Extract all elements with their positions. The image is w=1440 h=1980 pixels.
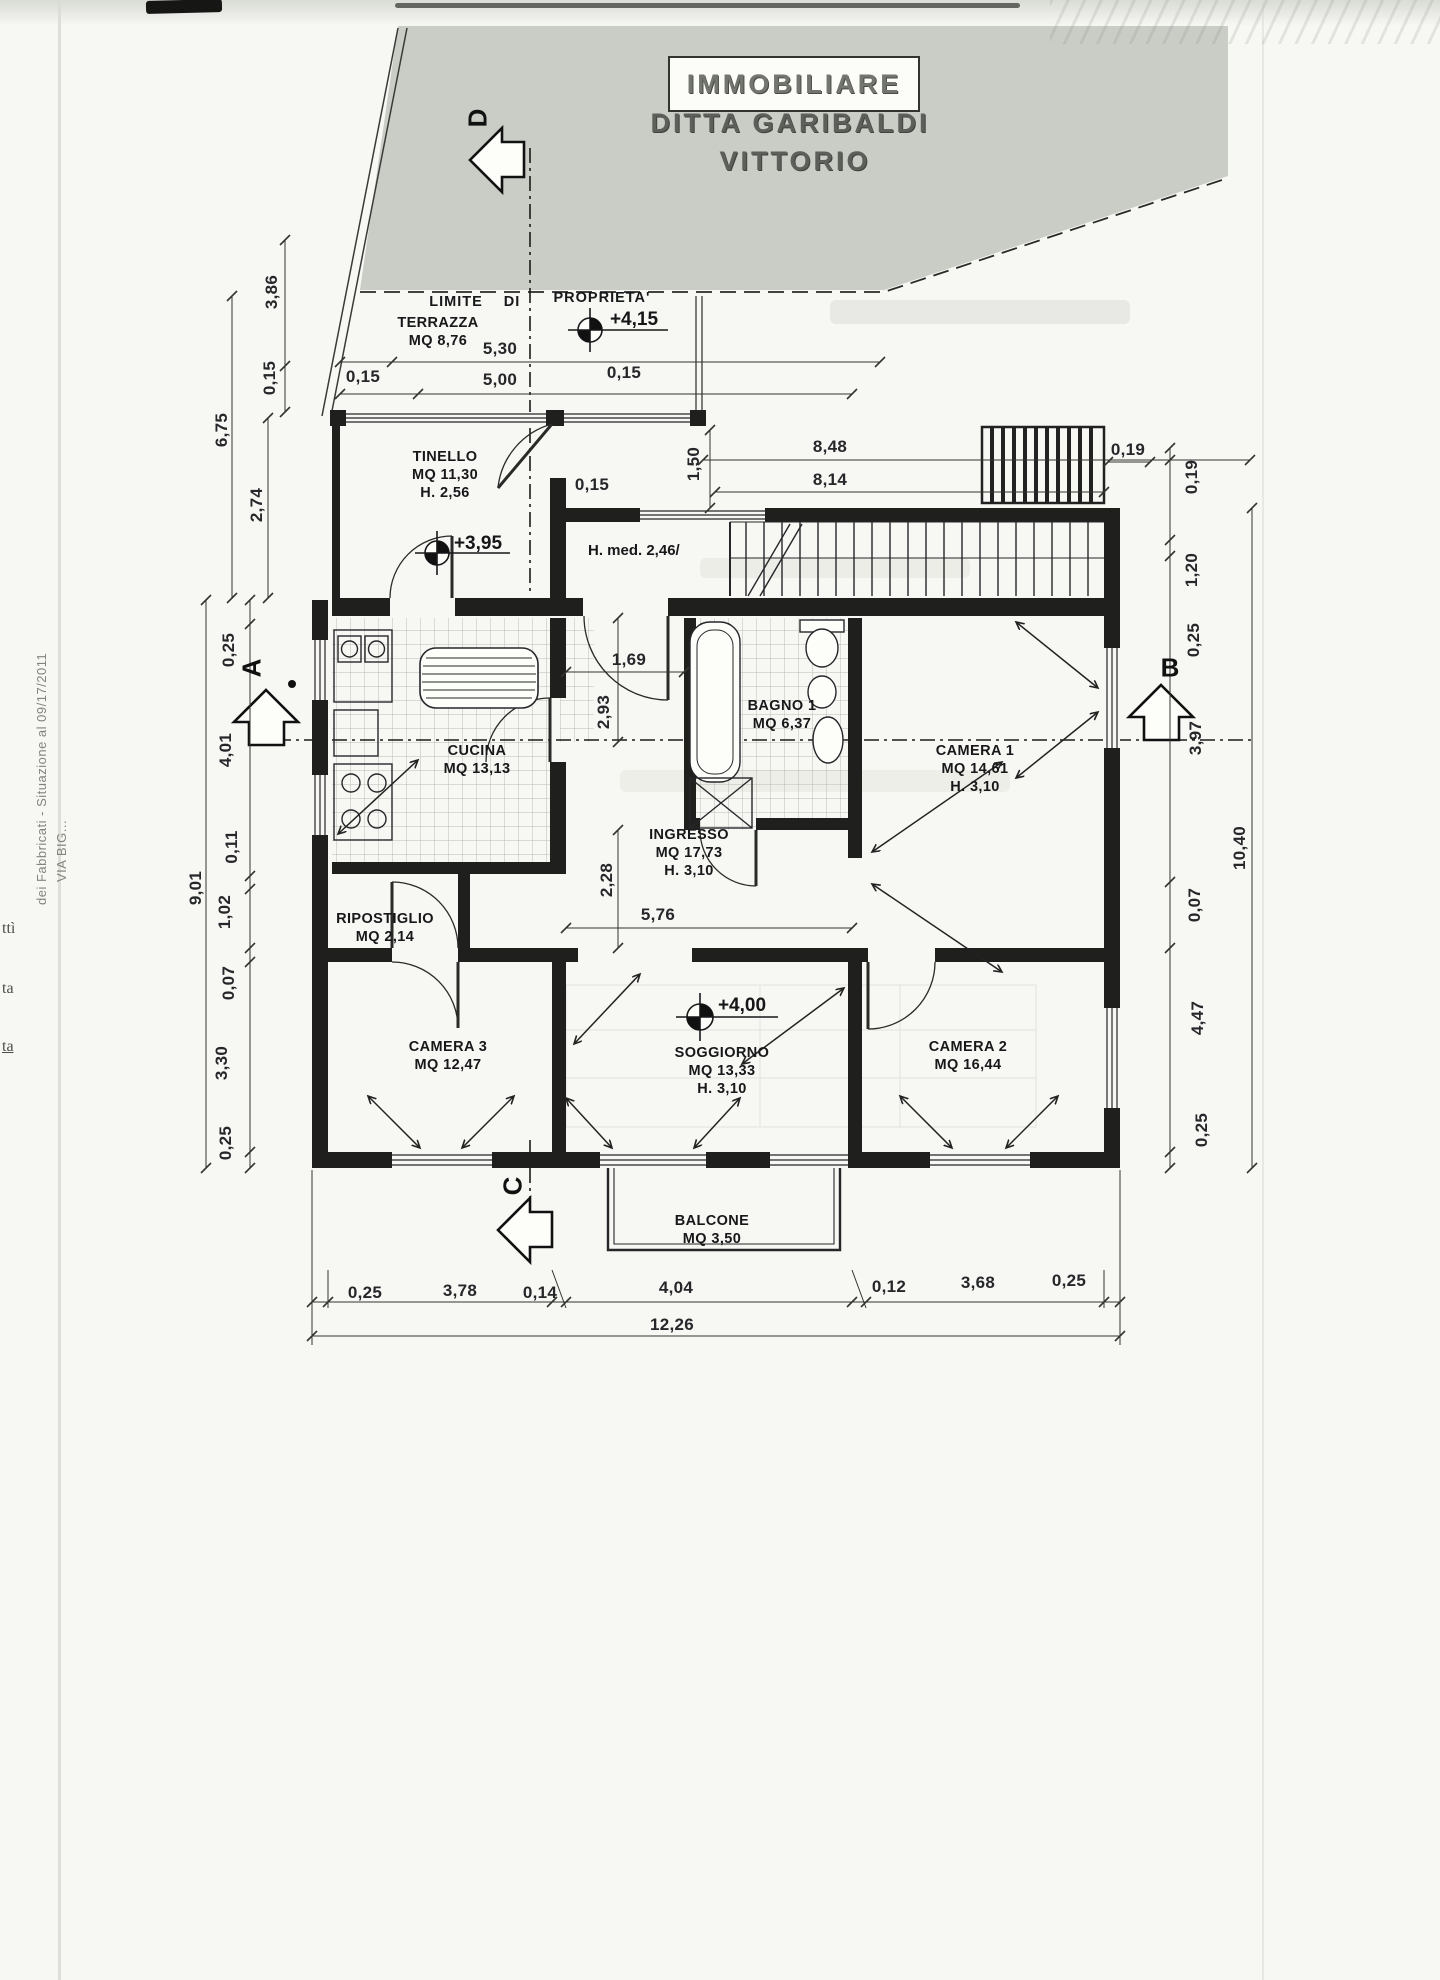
dimension-label: 0,25 (1192, 1112, 1211, 1148)
agency-stamp-line1: IMMOBILIARE (686, 68, 902, 99)
dimension-label: 8,14 (812, 470, 848, 489)
room-label-soggiorno: SOGGIORNO MQ 13,33 H. 3,10 (674, 1045, 770, 1097)
boundary-label-di: DI (503, 294, 521, 310)
dimension-label: 0,25 (1051, 1271, 1087, 1290)
dimension-label: 5,30 (482, 339, 518, 358)
dimension-label: 2,74 (247, 487, 266, 523)
dimension-label: 4,01 (216, 732, 235, 768)
dimension-label: 4,04 (658, 1278, 694, 1297)
scan-smudge-dark (146, 0, 222, 14)
scan-side-text-1: dei Fabbricati - Situazione al 09/17/2011 (34, 652, 49, 905)
boundary-label-limite: LIMITE (429, 294, 483, 310)
dimension-label: 0,25 (347, 1283, 383, 1302)
room-label-camera-3: CAMERA 3 MQ 12,47 (408, 1039, 488, 1073)
agency-stamp-box (668, 56, 920, 112)
dimension-label: 10,40 (1230, 825, 1249, 871)
section-label-d: D (462, 108, 493, 128)
dimension-label: 0,07 (1185, 887, 1204, 923)
room-label-bagno-1: BAGNO 1 MQ 6,37 (747, 698, 817, 732)
dimension-label: 8,48 (812, 437, 848, 456)
dimension-label: 4,47 (1188, 1000, 1207, 1036)
dimension-label: 0,15 (606, 363, 642, 382)
dimension-label: 3,30 (212, 1045, 231, 1081)
room-label-camera-1: CAMERA 1 MQ 14,61 H. 3,10 (935, 743, 1015, 795)
level-label: +4,15 (609, 309, 659, 330)
dimension-label: 0,15 (345, 367, 381, 386)
level-label: +3,95 (453, 533, 503, 554)
dimension-label: 3,97 (1186, 720, 1205, 756)
stair-height-note: H. med. 2,46/ (588, 542, 680, 559)
dimension-label: 2,93 (594, 694, 613, 730)
scan-fragment-2: ta (2, 980, 14, 997)
dimension-label: 1,69 (611, 650, 647, 669)
dimension-label: 6,75 (212, 412, 231, 448)
dimension-label: 0,25 (219, 632, 238, 668)
dimension-label: 0,14 (522, 1283, 558, 1302)
agency-stamp-line2: DITTA GARIBALDI (650, 108, 930, 138)
dimension-label: 0,19 (1182, 459, 1201, 495)
agency-stamp-line3: VITTORIO (719, 146, 871, 176)
scan-fragment-3: ta (2, 1038, 14, 1055)
level-label: +4,00 (717, 995, 767, 1016)
dimension-label: 5,00 (482, 370, 518, 389)
scan-fragment-1: ttì (2, 920, 16, 937)
scan-streaks-right (1050, 0, 1440, 44)
scan-side-text-2: VIA BIG... (54, 819, 69, 882)
dimension-label: 0,25 (216, 1125, 235, 1161)
section-label-b: B (1160, 652, 1180, 683)
dimension-label: 2,28 (597, 862, 616, 898)
dimension-label: 0,11 (222, 830, 241, 864)
section-label-c: C (497, 1176, 528, 1196)
dimension-label: 3,78 (442, 1281, 478, 1300)
dimension-label: 1,02 (215, 894, 234, 930)
dimension-label: 9,01 (186, 870, 205, 906)
dimension-label: 0,25 (1184, 622, 1203, 658)
section-label-a: A (236, 658, 267, 678)
dimension-label: 1,20 (1182, 552, 1201, 588)
room-label-tinello: TINELLO MQ 11,30 H. 2,56 (411, 449, 479, 501)
room-label-terrazza: TERRAZZA MQ 8,76 (397, 315, 479, 349)
dimension-label: 0,15 (260, 360, 279, 396)
room-label-camera-2: CAMERA 2 MQ 16,44 (928, 1039, 1008, 1073)
dimension-label: 0,19 (1110, 440, 1146, 459)
dimension-label: 1,50 (684, 446, 703, 482)
dimension-label: 0,15 (574, 475, 610, 494)
dimension-label: 3,68 (960, 1273, 996, 1292)
dimension-label: 0,07 (219, 965, 238, 1001)
dimension-label: 12,26 (649, 1315, 695, 1334)
dimension-label: 5,76 (640, 905, 676, 924)
scan-streak-line (395, 3, 1020, 8)
dimension-label: 0,12 (871, 1277, 907, 1296)
room-label-ingresso: INGRESSO MQ 17,73 H. 3,10 (649, 827, 729, 879)
room-label-ripostiglio: RIPOSTIGLIO MQ 2,14 (336, 911, 434, 945)
room-label-balcone: BALCONE MQ 3,50 (674, 1213, 750, 1247)
room-label-cucina: CUCINA MQ 13,13 (443, 743, 511, 777)
boundary-label-proprieta: PROPRIETA' (553, 290, 651, 306)
dimension-label: 3,86 (262, 274, 281, 310)
